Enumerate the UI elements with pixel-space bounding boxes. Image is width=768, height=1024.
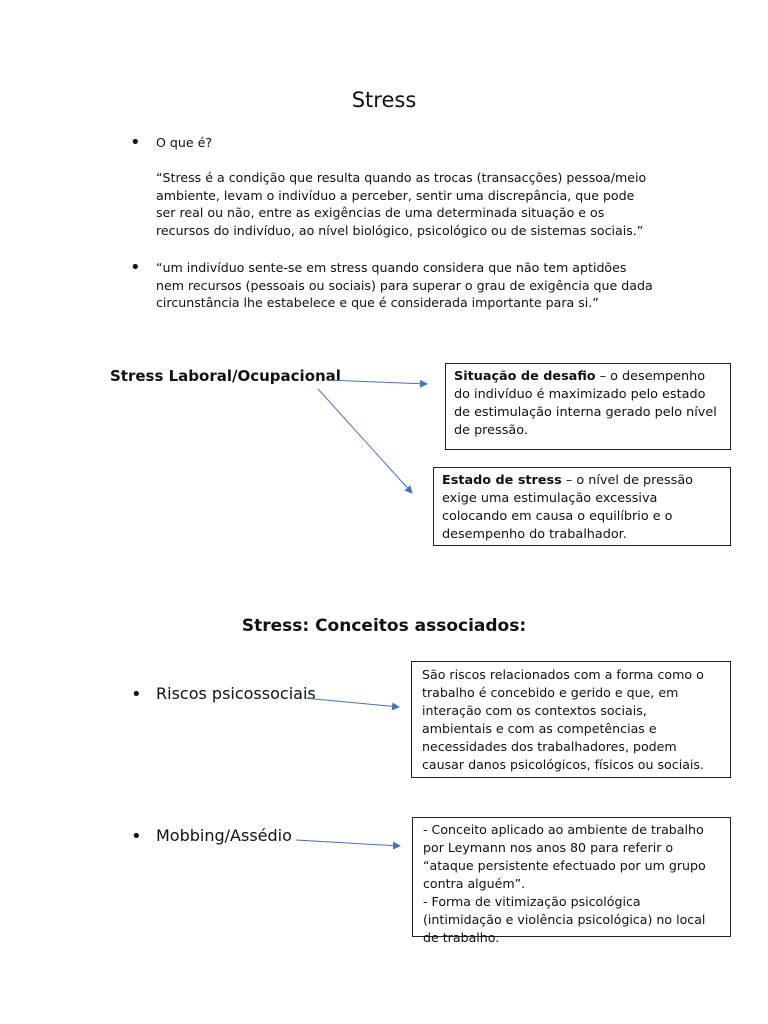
mobbing-line-2: - Forma de vitimização psicológica (intimidação e violência psicológica) no local de trabalho. [423,894,706,945]
bullet-dot: • [130,257,141,278]
arrow-to-mobbing [296,840,400,846]
laboral-heading: Stress Laboral/Ocupacional [110,367,341,385]
challenge-text: – o desempenho do indivíduo é maximizado pelo estado de estimulação interna gerado pelo nível de pressão. [454,369,717,438]
stress-state-text: – o nível de pressão exige uma estimulação excessiva colocando em causa o equilíbrio e o desempenho do trabalhador. [442,473,693,542]
arrow-to-risks [304,698,399,707]
challenge-title: Situação de desafio [454,369,596,384]
arrow-to-challenge [327,380,427,384]
mobbing-line-1: - Conceito aplicado ao ambiente de trabalho por Leymann nos anos 80 para referir o “ataque persistente efectuado por um grupo contra alguém”. [423,822,706,891]
bullet-dot: • [131,684,142,705]
definition-1: “Stress é a condição que resulta quando as trocas (transacções) pessoa/meio ambiente, levam o indivíduo a perceber, sentir uma discrepância, que pode ser real ou não, entre as exigências de uma determinada situação e os recursos do indivíduo, ao nível biológico, psicológico ou de sistemas sociais.” [156,170,647,238]
concepts-heading-text: Stress: Conceitos associados: [241,616,527,636]
bullet-dot: • [131,826,142,847]
risks-box: São riscos relacionados com a forma como o trabalho é concebido e gerido e que, em interação com os contextos sociais, ambientais e com as competências e necessidades dos trabalhadores, podem causar danos psicológicos, físicos ou sociais. [411,661,731,778]
question-label: O que é? [156,135,213,150]
risks-label: Riscos psicossociais [156,684,316,703]
page-title: Stress [351,88,417,112]
mobbing-label: Mobbing/Assédio [156,826,292,845]
arrow-to-stress-state [318,389,412,493]
definition-2: “um indivíduo sente-se em stress quando considera que não tem aptidões nem recursos (pessoais ou sociais) para superar o grau de exigência que dada circunstância lhe estabelece e que é considerada importante para si.” [156,260,653,311]
bullet-dot: • [130,132,141,153]
stress-state-title: Estado de stress [442,473,562,488]
